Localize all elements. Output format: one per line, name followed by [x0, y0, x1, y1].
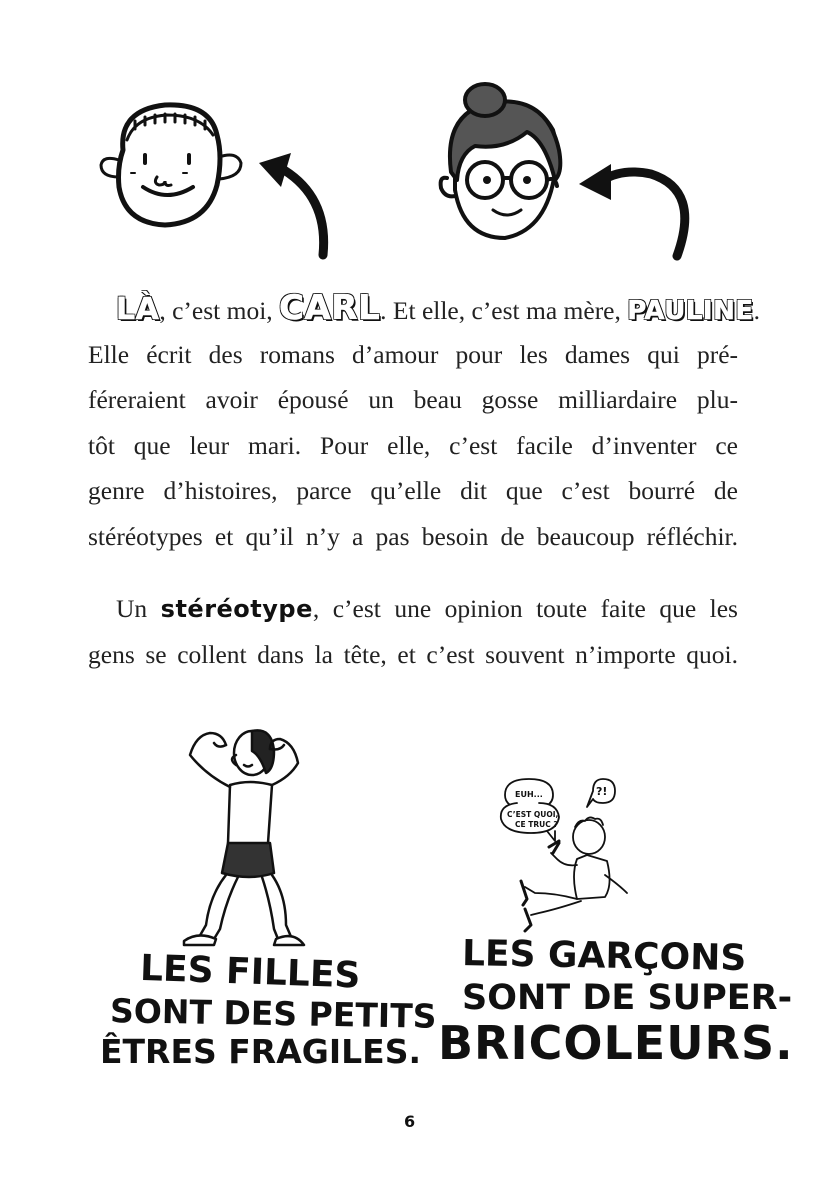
boy-sitting-illustration — [495, 775, 645, 940]
caption-boys-line-1: LES GARÇONS — [461, 933, 747, 980]
pauline-portrait-illustration — [435, 80, 705, 270]
page-number: 6 — [404, 1112, 416, 1131]
bubble-ce-truc: CE TRUC ? — [515, 820, 558, 829]
paragraph-2 — [88, 586, 738, 677]
caption-boys — [438, 933, 794, 1070]
paragraph-1-line-5: genre d’histoires, parce qu’elle dit que c’est bourré de — [88, 476, 738, 505]
highlight-pauline: PAULINE — [627, 296, 754, 326]
highlight-carl: CARL — [279, 288, 381, 328]
paragraph-1-line-2: Elle écrit des romans d’amour pour les dames qui pré- — [88, 339, 738, 369]
caption-girls — [100, 947, 437, 1072]
bubble-cest-quoi: C’EST QUOI, — [507, 810, 559, 819]
bubble-surprise: ?! — [596, 785, 608, 798]
paragraph-1-line-3: féreraient avoir épousé un beau gosse milliardaire plu- — [88, 385, 738, 414]
highlight-la: LÀ — [116, 292, 160, 327]
paragraph-1-line-4: tôt que leur mari. Pour elle, c’est facile d’inventer ce — [88, 430, 738, 460]
caption-boys-line-2: SONT DE SUPER- — [462, 977, 793, 1018]
paragraph-2-line-2: gens se collent dans la tête, et c’est souvent n’importe quoi. — [88, 639, 738, 669]
girl-flexing-illustration — [170, 725, 330, 955]
bubble-euh: EUH... — [515, 790, 543, 799]
highlight-stereotype: stéréotype — [160, 595, 313, 623]
paragraph-2-line-1: Un stéréotype, c’est une opinion toute faite que les — [116, 594, 738, 623]
caption-girls-line-3: ÊTRES FRAGILES. — [100, 1032, 421, 1072]
caption-girls-line-2: SONT DES PETITS — [109, 990, 437, 1036]
carl-portrait-illustration — [95, 95, 355, 270]
caption-girls-line-1: LES FILLES — [139, 947, 362, 997]
caption-boys-line-3: BRICOLEURS. — [438, 1015, 794, 1070]
paragraph-1-line-1: LÀ, c’est moi, CARL. Et elle, c’est ma mère, PAULINE. — [116, 288, 760, 328]
paragraph-1 — [88, 286, 760, 559]
paragraph-1-line-6: stéréotypes et qu’il n’y a pas besoin de beaucoup réfléchir. — [88, 521, 738, 551]
